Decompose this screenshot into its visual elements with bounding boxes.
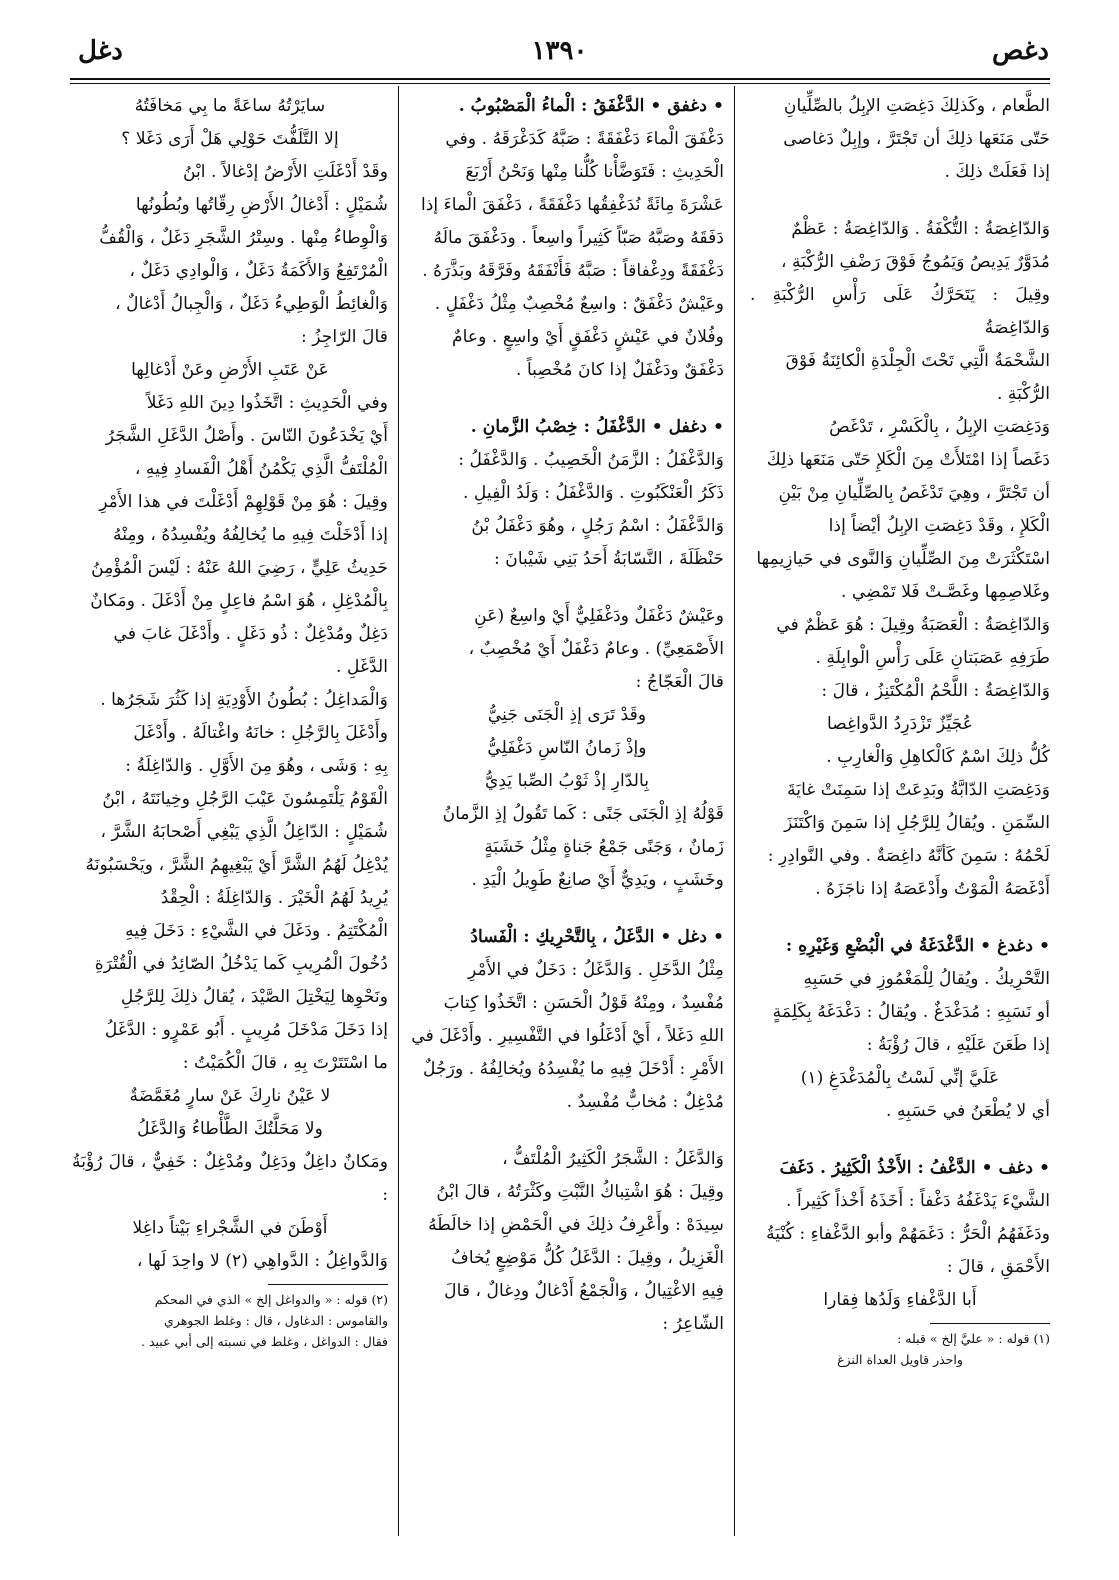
page-number: ١٣٩٠: [531, 36, 588, 66]
text-line: الْمُلْتَفُّ الَّذِي يَكْمُنُ أَهْلُ الْفَسادِ فِيهِ ،: [134, 459, 388, 479]
text-line: فِيهِ الاغْتِيالُ ، وَالْجَمْعُ أَدْغالٌ ودِغالٌ ، قالَ: [444, 1281, 724, 1301]
text-line: سِيدَهْ : وأَعْرِفُ ذلِكَ في الْحَمْضِ إذا خالَطَهُ: [428, 1215, 724, 1235]
text-line: ذَكَرُ الْعَنْكَبُوتِ . وَالدَّغْفَلُ : وَلَدُ الْفِيلِ .: [462, 483, 724, 503]
column-left: [72, 90, 388, 1352]
text-line: وقِيلَ : هُوَ اشْتِباكُ النَّبْتِ وكَثْرَتُهُ ، قالَ ابْنُ: [436, 1182, 724, 1202]
text-line: مُفْسِدٌ ، ومِنْهُ قَوْلُ الْحَسَنِ : اتَّخَذُوا كِتابَ: [443, 993, 724, 1013]
text-line: اسْتَكْثَرَتْ مِنَ الصِّلِّيانِ وَالنَّوى في حَيازِيمِها: [756, 549, 1050, 569]
text-line: يُرِيدُ لَهُمُ الْخَيْرَ . وَالدّاغِلَةُ : الْحِقْدُ: [160, 888, 388, 908]
text-line: دُخُولَ الْمُرِيبِ كَما يَدْخُلُ الصّائِدُ في الْقُتْرَةِ: [94, 954, 388, 974]
text-line: إذا طَعَنَ عَلَيْهِ ، قالَ رُؤْبَةُ :: [866, 1035, 1050, 1055]
text-line: ما اسْتَتَرْتَ بِهِ ، قالَ الْكُمَيْتُ :: [182, 1053, 388, 1073]
text-line: إذا فَعَلَتْ ذلِكَ .: [944, 162, 1050, 182]
verse-line: عَنْ عَتَبِ الأَرْضِ وعَنْ أَدْغالِها: [131, 360, 329, 380]
footnote-rule: [268, 1284, 388, 1285]
verse-line: سايَرْتُهُ ساعَةً ما بِي مَخافَتُهُ: [134, 96, 326, 116]
text-line: وَدَغِصَتِ الإبِلُ ، بِالْكَسْرِ ، تَدْغَصُ: [829, 417, 1050, 437]
entry-dghfq: • دغفق • الدَّغْفَقُ : الْماءُ الْمَصْبُوبُ .: [458, 96, 724, 116]
text-line: أو نَسَبِهِ : مُدَغْدَغٌ . ويُقالُ : دَغْدَغَهُ بِكَلِمَةٍ: [772, 1002, 1050, 1022]
footnote-line: والقاموس : الدغاول ، قال : وغلط الجوهري: [164, 1313, 388, 1328]
text-line: الشّاعِرُ :: [662, 1314, 724, 1334]
footnote-line: (٢) قوله : « والدواغل إلخ » الذي في المحكم: [154, 1292, 388, 1307]
column-middle: [410, 90, 724, 1341]
text-line: وَالدَّغْفَلُ : الزَّمَنُ الْخَصِيبُ . وَالدَّغْفَلُ :: [458, 450, 724, 470]
text-line: زَمانٌ ، وَجَنًى جَمْعُ جَناةٍ مِثْلُ خَشَبَةٍ: [484, 837, 724, 857]
text-line: ومَكانٌ داغِلٌ ودَغِلٌ ومُدْغِلٌ : خَفِيٌّ ، قالَ رُؤْبَةُ :: [72, 1152, 388, 1205]
text-line: قَوْلُهُ إذِ الْجَنَى جَنًى : كَما تَقُولُ إذِ الزَّمانُ: [442, 804, 724, 824]
text-line: الطَّعام ، وكَذلِكَ دَغِصَتِ الإبِلُ بالصِّلِّيانِ: [783, 96, 1050, 116]
entry-dghl: • دغل • الدَّغَلُ ، بِالتَّحْرِيكِ : الْفَسادُ: [470, 927, 724, 947]
text-line: التَّحْرِيكُ . ويُقالُ لِلْمَغْمُوزِ في حَسَبِهِ: [803, 969, 1050, 989]
text-line: وأَدْغَلَ بِالرَّجُلِ : خانَهُ واغْتالَهُ . وأَدْغَلَ: [133, 723, 388, 743]
text-line: وَالدّاغِصَةُ : الْعَصَبَةُ وقِيلَ : هُوَ عَظْمٌ في: [776, 615, 1050, 635]
header-left-word: دغل: [78, 36, 123, 66]
text-line: الأَصْمَعِيِّ) . وعامٌ دَغْفَلٌ أَيْ مُخْصِبٌ ،: [468, 639, 724, 659]
text-line: بِهِ : وَشَى ، وهُوَ مِنَ الأَوَّلِ . وَالدّاغِلَةُ :: [125, 756, 388, 776]
verse-line: إلا التَّلَفُّتَ حَوْلِي هَلْ أَرَى دَغَلا ؟: [121, 129, 339, 149]
text-line: الرُّكْبَةِ .: [996, 384, 1050, 404]
text-line: وَالْوِطاءُ مِنْها . وسِتْرُ الشَّجَرِ دَغَلٌ ، وَالْقُفُّ: [99, 228, 388, 248]
header-right-word: دغص: [991, 36, 1049, 66]
text-line: دَفَقَهُ وصَبَّهُ صَبّاً كَثِيراً واسِعاً . ودَغْفَقَ مالَهُ: [433, 228, 724, 248]
header-rule-thin: [70, 83, 1050, 84]
text-line: أي لا يُطْعَنُ في حَسَبِهِ .: [886, 1101, 1050, 1121]
text-line: وَالْغائِطُ الْوَطِيءُ دَغَلٌ ، وَالْجِبالُ أَدْغالٌ ،: [115, 294, 388, 314]
text-line: وخَشَبٍ ، ويَدِيٌّ أَيْ صانِعٌ طَوِيلُ الْيَدِ .: [471, 870, 724, 890]
text-line: أن تَجْتَرَّ ، وهِيَ تَدْغَصُ بِالصِّلِّيانِ مِنْ بَيْنِ: [778, 483, 1050, 503]
text-line: لَحْمُهُ : سَمِنَ كَأنَّهُ داغِصَةٌ . وفي النَّوادِرِ :: [767, 846, 1050, 866]
text-line: وقِيلَ : يَتَحَرَّكُ عَلَى رَأْسِ الرُّكْبَةِ . وَالدّاغِصَةُ: [750, 285, 1050, 338]
column-right: [750, 90, 1050, 1370]
text-line: الأَمْرِ : أَدْخَلَ فِيهِ ما يُفْسِدُهُ ويُخالِفُهُ . ورَجُلٌ: [423, 1059, 724, 1079]
text-line: وفُلانٌ في عَيْشٍ دَغْفَقٍ أَيْ واسِعٍ . وعامٌ: [452, 327, 724, 347]
text-line: أَيْ يَخْدَعُونَ النّاسَ . وأَصْلُ الدَّغَلِ الشَّجَرُ: [105, 426, 388, 446]
verse-line: وقَدْ تَرَى إذِ الْجَنَى جَنِيُّ: [487, 705, 647, 725]
verse-line: وإذْ زَمانُ النّاسِ دَغْفَلِيُّ: [487, 738, 647, 758]
text-line: وَالدَّغَلُ : الشَّجَرُ الْكَثِيرُ الْمُلْتَفُّ ،: [502, 1149, 724, 1169]
text-line: السِّمَنِ . ويُقالُ لِلرَّجُلِ إذا سَمِنَ وَاكْتَنَزَ: [784, 813, 1050, 833]
text-line: وقَدْ أَدْغَلَتِ الأَرْضُ إدْغالاً . ابْنُ: [182, 162, 388, 182]
verse-line: أَبا الدَّغْفاءِ وَلَدُها فِقارا: [823, 1290, 977, 1310]
text-line: شُمَيْلٍ : الدّاغِلُ الَّذِي يَبْغِي أَصْحابَهُ الشَّرَّ ،: [100, 822, 388, 842]
text-line: الْمُرْتَفِعُ وَالأَكَمَةُ دَغَلٌ ، وَالْوادِي دَغَلٌ ،: [129, 261, 388, 281]
text-line: ونَحْوِها لِيَخْتِلَ الصَّيْدَ ، يُقالُ ذلِكَ لِلرَّجُلِ: [120, 987, 388, 1007]
verse-line: ولا مَحَلَّتُكَ الطَّأْطاءُ وَالدَّغَلُ: [137, 1119, 323, 1139]
verse-line: لا عَيْنُ نارِكَ عَنْ سارٍ مُغَمَّضَةٌ: [129, 1086, 331, 1106]
text-line: حَتّى مَنَعَها ذلِكَ أن تَجْتَرَّ ، وإبِلٌ دَغاصى: [783, 129, 1050, 149]
column-divider-left: [398, 86, 399, 1536]
verse-line: بِالدّارِ إذْ ثَوْبُ الصِّبا يَدِيُّ: [484, 771, 650, 791]
text-line: وَالْمَداغِلُ : بُطُونُ الأَوْدِيَةِ إذا كَثُرَ شَجَرُها .: [100, 690, 388, 710]
text-line: وفي الْحَدِيثِ : اتَّخَذُوا دِينَ اللهِ دَغَلاً: [146, 393, 388, 413]
text-line: ودَغَفَهُمُ الْحَرُّ : دَغَمَهُمْ وأبو الدَّغْفاءِ : كُنْيَةُ: [766, 1224, 1050, 1244]
text-line: دَغْفَقٌ ودَغْفَلٌ إذا كانَ مُخْصِباً .: [516, 360, 724, 380]
text-line: مِثْلُ الدَّخَلِ . وَالدَّغَلُ : دَخَلٌ في الأَمْرِ: [467, 960, 724, 980]
text-line: الشَّحْمَةُ الَّتِي تَحْتَ الْجِلْدَةِ الْكائِنَةُ فَوْقَ: [785, 351, 1050, 371]
verse-line: أَوْطَنَ في الشَّجْراءِ بَيْتاً داغِلا: [132, 1218, 328, 1238]
text-line: عَشْرَةَ مِائَةً نُدَغْفِقُها دَغْفَقَةً ، دَغْفَقَ الْماءَ إذا: [420, 195, 724, 215]
text-line: مُدَوَّرٌ يَدِيصُ وَيَمُوجُ فَوْقَ رَضْفِ الرُّكْبَةِ ،: [781, 252, 1050, 272]
entry-dghf: • دغف • الدَّغْفُ : الأَخْذُ الْكَثِيرُ . دَغَفَ: [779, 1158, 1050, 1178]
text-line: شُمَيْلٍ : أَدْغالُ الأَرْضِ رِقّاتُها وبُطُونُها: [135, 195, 388, 215]
text-line: وَالدَّغْفَلُ : اسْمُ رَجُلٍ ، وهُوَ دَغْفَلُ بْنُ: [471, 516, 724, 536]
text-line: حَنْظَلَةَ ، النَّسّابَةُ أَحَدُ بَنِي شَيْبانَ :: [493, 549, 724, 569]
text-line: دَغِلٌ ومُدْغِلٌ : ذُو دَغَلٍ . وأَدْغَلَ غابَ في: [113, 624, 388, 644]
text-line: دَغَصاً إذا امْتَلأَتْ مِنَ الْكَلإِ حَتّى مَنَعَها ذلِكَ: [766, 450, 1050, 470]
text-line: الشَّيْءَ يَدْغَفُهُ دَغْفاً : أَخَذَهُ أَخْذاً كَثِيراً .: [786, 1191, 1050, 1211]
text-line: دَغْفَقَ الْماءَ دَغْفَقَةً : صَبَّهُ كَدَغْرَقَهُ . وفي: [445, 129, 724, 149]
text-line: الْغَزِيلُ ، وقِيلَ : الدَّغَلُ كُلُّ مَوْضِعٍ يُخافُ: [451, 1248, 724, 1268]
entry-dghdgh: • دغدغ • الدَّغْدَغَةُ في الْبُضْعِ وَغَيْرِهِ :: [785, 936, 1050, 956]
text-line: وَالدّاغِصَةُ : التُّكْفَةُ . وَالدّاغِصَةُ : عَظْمٌ: [791, 219, 1050, 239]
text-line: وعَيْشٌ دَغْفَلٌ ودَغْفَلِيٌّ أَيْ واسِعٌ (عَنِ: [474, 606, 724, 626]
text-line: وغَلاصِمِها وغَصَّـتْ فَلا تَمْضِي .: [840, 582, 1050, 602]
text-line: وعَيْشٌ دَغْفَقٌ : واسِعٌ مُخْصِبٌ مِثْلُ دَغْفَلٍ .: [434, 294, 724, 314]
text-line: الْكَلإِ ، وقَدْ دَغِصَتِ الإبِلُ أيْضاً إذا: [828, 516, 1050, 536]
text-line: أَدْغَصَهُ الْمَوْتُ وأَدْعَصَهُ إذا ناجَزَهُ .: [815, 879, 1050, 899]
text-line: حَدِيثُ عَلِيٍّ ، رَضِيَ اللهُ عَنْهُ : لَيْسَ الْمُؤْمِنُ: [91, 558, 388, 578]
text-line: مُدْغِلٌ : مُخابٌّ مُفْسِدٌ .: [566, 1092, 724, 1112]
verse-line: عَلَيَّ إنِّي لَسْتُ بِالْمُدَغْدَغِ (١): [800, 1068, 1000, 1088]
text-line: قالَ الْعَجّاجُ :: [635, 672, 724, 692]
footnote-line: فقال : الدواغل ، وغلط في نسبته إلى أبي عبيد .: [141, 1334, 388, 1349]
text-line: إذا دَخَلَ مَدْخَلَ مُرِيبٍ . أَبُو عَمْرٍو : الدَّغَلُ: [104, 1020, 388, 1040]
footnote-rule: [930, 1323, 1050, 1324]
text-line: كُلُّ ذلِكَ اسْمٌ كَالْكاهِلِ وَالْغارِبِ .: [826, 747, 1050, 767]
text-line: الْقَوْمُ يَلْتَمِسُونَ عَيْبَ الرَّجُلِ وخِيانَتَهُ ، ابْنُ: [102, 789, 388, 809]
text-line: وَدَغِصَتِ الدّابَّةُ وبَدِعَتْ إذا سَمِنَتْ غايَةَ: [787, 780, 1050, 800]
text-line: وَالدَّواغِلُ : الدَّواهِي (٢) لا واحِدَ لَها ،: [136, 1251, 388, 1271]
text-line: الْمُكْتَتِمُ . ودَغَلَ في الشَّيْءِ : دَخَلَ فِيهِ: [125, 921, 388, 941]
text-line: طَرَفِهِ عَصَبَتانِ عَلَى رَأْسِ الْوابِلَةِ .: [815, 648, 1050, 668]
text-line: قالَ الرّاجِزُ :: [300, 327, 388, 347]
text-line: وقِيلَ : هُوَ مِنْ قَوْلِهِمْ أَدْغَلْتَ في هذا الأَمْرِ: [99, 492, 388, 512]
text-line: دَغْفَقَةً ودِغْفاقاً : صَبَّهُ فَأَنْفَقَهُ وفَرَّقَهُ وبَذَّرَهُ .: [422, 261, 724, 281]
column-divider-right: [734, 86, 735, 1536]
verse-line: عُجَيِّزٌ تَزْدَرِدُ الدَّواغِصا: [826, 714, 974, 734]
text-line: الأَحْمَقِ ، قالَ :: [946, 1257, 1050, 1277]
text-line: إذا أَدْخَلْتَ فِيهِ ما يُخالِفُهُ ويُفْسِدُهُ ، ومِنْهُ: [113, 525, 388, 545]
entry-dghfl: • دغفل • الدَّغْفَلُ : خِصْبُ الزَّمانِ .: [470, 417, 724, 437]
text-line: اللهِ دَغَلاً ، أَيْ أَدْغَلُوا في التَّفْسِيرِ . وأَدْغَلَ في: [411, 1026, 724, 1046]
text-line: وَالدّاغِصَةُ : اللَّحْمُ الْمُكْتَنِزُ ، قالَ :: [821, 681, 1050, 701]
text-line: الدَّغَلِ .: [336, 657, 388, 677]
text-line: يُدْغِلُ لَهُمُ الشَّرَّ أَيْ يَبْغِيهِمُ الشَّرَّ ، ويَحْسَبُونَهُ: [85, 855, 388, 875]
footnote-line: واحذر قاويل العداة النزغ: [837, 1352, 963, 1367]
footnote-line: (١) قوله : « عليَّ إلخ » قبله :: [897, 1331, 1050, 1346]
text-line: الْحَدِيثِ : فَتَوَضَّأْنا كُلُّنا مِنْها وَنَحْنُ أَرْبَعَ: [465, 162, 724, 182]
text-line: بِالْمُدْغِلِ ، هُوَ اسْمُ فاعِلٍ مِنْ أَدْغَلَ . ومَكانٌ: [90, 591, 388, 611]
header-rule: [70, 78, 1050, 80]
